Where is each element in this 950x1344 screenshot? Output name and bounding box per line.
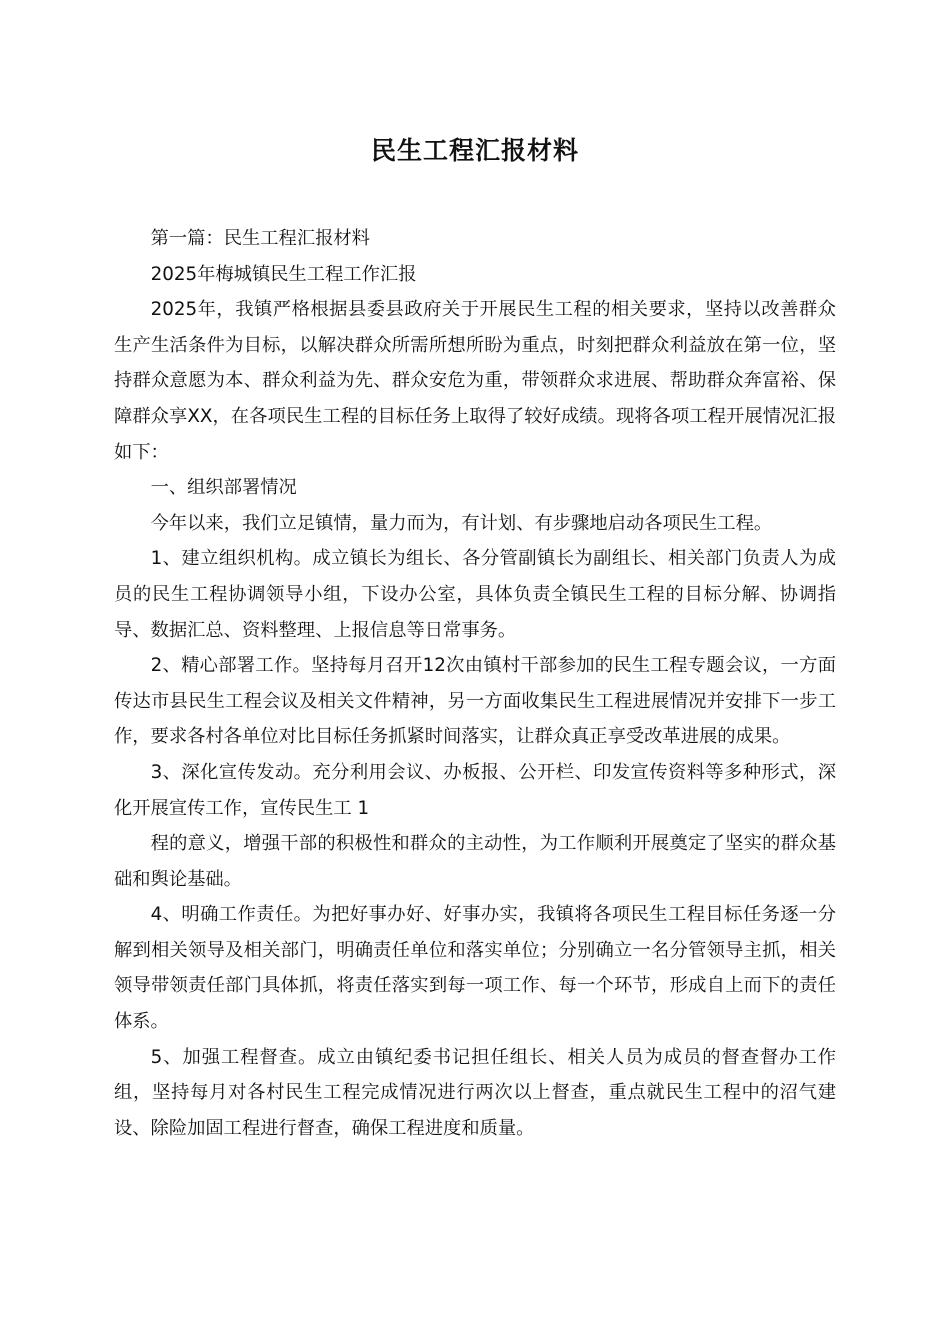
paragraph-item-3: 3、深化宣传发动。充分利用会议、办板报、公开栏、印发宣传资料等多种形式，深化开展宣传工作，宣传民生工 1 xyxy=(114,761,836,819)
paragraph-item-5: 5、加强工程督查。成立由镇纪委书记担任组长、相关人员为成员的督查督办工作组，坚持每月对各村民生工程完成情况进行两次以上督查，重点就民生工程中的沼气建设、除险加固工程进行督查，确保工程进度和质量。 xyxy=(114,1046,836,1139)
paragraph-section-heading: 第一篇：民生工程汇报材料 xyxy=(150,228,370,249)
paragraph-intro: 2025年，我镇严格根据县委县政府关于开展民生工程的相关要求，坚持以改善群众生产生活条件为目标，以解决群众所需所想所盼为重点，时刻把群众利益放在第一位，坚持群众意愿为本、群众利益为先、群众安危为重，带领群众求进展、帮助群众奔富裕、保障群众享XX，在各项民生工程的目标任务上取得了较好成绩。现将各项工程开展情况汇报如下： xyxy=(114,299,836,463)
paragraph-overview: 今年以来，我们立足镇情，量力而为，有计划、有步骤地启动各项民生工程。 xyxy=(150,512,773,534)
paragraph-heading-organization: 一、组织部署情况 xyxy=(150,477,297,499)
paragraph-item-4: 4、明确工作责任。为把好事办好、好事办实，我镇将各项民生工程目标任务逐一分解到相关领导及相关部门，明确责任单位和落实单位；分别确立一名分管领导主抓，相关领导带领责任部门具体抓，将责任落实到每一项工作、每一个环节，形成自上而下的责任体系。 xyxy=(114,904,836,1033)
document-title: 民生工程汇报材料 xyxy=(370,136,579,165)
document-body xyxy=(114,221,836,1146)
paragraph-item-1: 1、建立组织机构。成立镇长为组长、各分管副镇长为副组长、相关部门负责人为成员的民生工程协调领导小组，下设办公室，具体负责全镇民生工程的目标分解、协调指导、数据汇总、资料整理、上报信息等日常事务。 xyxy=(114,548,836,641)
paragraph-item-2: 2、精心部署工作。坚持每月召开12次由镇村干部参加的民生工程专题会议，一方面传达市县民生工程会议及相关文件精神，另一方面收集民生工程进展情况并安排下一步工作，要求各村各单位对比目标任务抓紧时间落实，让群众真正享受改革进展的成果。 xyxy=(114,655,836,748)
paragraph-item-3-continued: 程的意义，增强干部的积极性和群众的主动性，为工作顺利开展奠定了坚实的群众基础和舆论基础。 xyxy=(114,833,836,890)
paragraph-report-title: 2025年梅城镇民生工程工作汇报 xyxy=(150,263,417,285)
